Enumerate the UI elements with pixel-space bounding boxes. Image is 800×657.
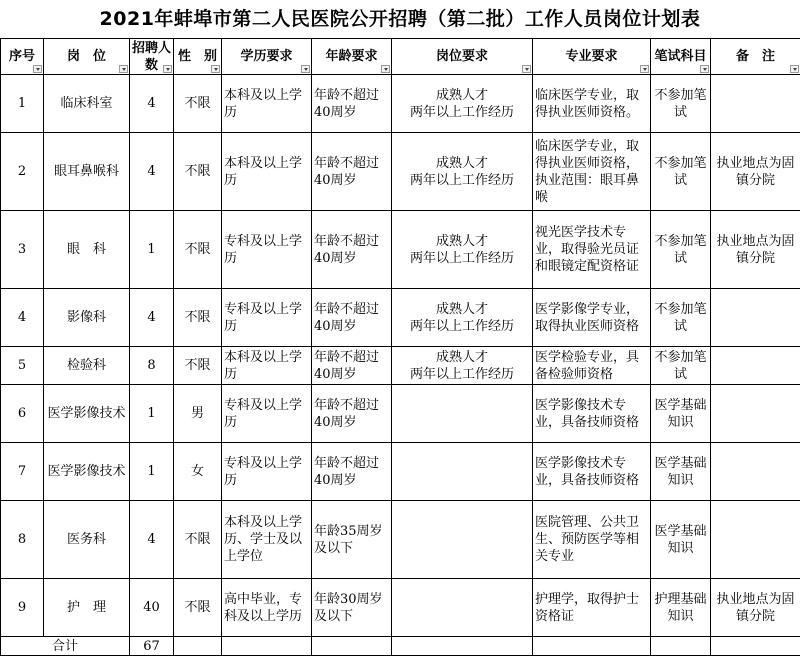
cell-education[interactable]: 本科及以上学历、学士及以上学位 (222, 501, 312, 579)
cell-post[interactable]: 眼 科 (44, 211, 130, 289)
cell-major[interactable]: 医学影像学专业，取得执业医师资格 (533, 289, 651, 347)
cell-post-req[interactable]: 成熟人才 两年以上工作经历 (392, 211, 533, 289)
cell-seq[interactable]: 7 (1, 443, 44, 501)
cell-education[interactable]: 专科及以上学历 (222, 211, 312, 289)
cell-remark[interactable]: 执业地点为固镇分院 (711, 133, 800, 211)
cell-gender[interactable]: 不限 (174, 133, 222, 211)
header-gender: 性 别 (174, 39, 222, 75)
cell-post-req[interactable]: 成熟人才 两年以上工作经历 (392, 133, 533, 211)
cell-count[interactable]: 4 (130, 133, 174, 211)
cell-major[interactable]: 临床医学专业，取得执业医师资格，执业范围：眼耳鼻喉 (533, 133, 651, 211)
table-row[interactable] (1, 385, 800, 443)
cell-remark[interactable]: 执业地点为固镇分院 (711, 211, 800, 289)
cell-seq[interactable]: 9 (1, 579, 44, 637)
header-post-req: 岗位要求 (392, 39, 533, 75)
cell-gender[interactable]: 不限 (174, 579, 222, 637)
cell-age[interactable]: 年龄不超过40周岁 (312, 211, 392, 289)
filter-dropdown-icon[interactable] (33, 65, 42, 73)
total-row[interactable] (1, 637, 800, 656)
cell-post-req[interactable] (392, 443, 533, 501)
cell-empty[interactable] (312, 637, 392, 656)
cell-remark[interactable]: 执业地点为固镇分院 (711, 579, 800, 637)
cell-education[interactable]: 本科及以上学历 (222, 75, 312, 133)
cell-major[interactable]: 医学影像技术专业，具备技师资格 (533, 385, 651, 443)
table-row[interactable] (1, 133, 800, 211)
cell-education[interactable]: 专科及以上学历 (222, 443, 312, 501)
cell-post-req[interactable]: 成熟人才 两年以上工作经历 (392, 75, 533, 133)
cell-major[interactable]: 医学检验专业，具备检验师资格 (533, 347, 651, 385)
filter-dropdown-icon[interactable] (119, 65, 128, 73)
cell-post-req[interactable]: 成熟人才 两年以上工作经历 (392, 347, 533, 385)
cell-age[interactable]: 年龄不超过40周岁 (312, 75, 392, 133)
filter-dropdown-icon[interactable] (790, 65, 799, 73)
table-row[interactable] (1, 75, 800, 133)
cell-post-req[interactable]: 成熟人才 两年以上工作经历 (392, 289, 533, 347)
table-row[interactable] (1, 443, 800, 501)
cell-empty[interactable] (222, 637, 312, 656)
cell-post[interactable]: 医学影像技术 (44, 385, 130, 443)
cell-major[interactable]: 医学影像技术专业，具备技师资格 (533, 443, 651, 501)
filter-dropdown-icon[interactable] (522, 65, 531, 73)
filter-dropdown-icon[interactable] (301, 65, 310, 73)
header-age: 年龄要求 (312, 39, 392, 75)
cell-education[interactable]: 专科及以上学历 (222, 385, 312, 443)
cell-post-req[interactable] (392, 579, 533, 637)
cell-post[interactable]: 医学影像技术 (44, 443, 130, 501)
filter-dropdown-icon[interactable] (381, 65, 390, 73)
cell-remark[interactable] (711, 385, 800, 443)
cell-seq[interactable]: 8 (1, 501, 44, 579)
filter-dropdown-icon[interactable] (163, 65, 172, 73)
cell-empty[interactable] (711, 637, 800, 656)
cell-remark[interactable] (711, 443, 800, 501)
cell-count[interactable]: 4 (130, 501, 174, 579)
cell-age[interactable]: 年龄35周岁及以下 (312, 501, 392, 579)
header-row (1, 39, 800, 75)
table-row[interactable] (1, 347, 800, 385)
page-title: 2021年蚌埠市第二人民医院公开招聘（第二批）工作人员岗位计划表 (99, 8, 701, 30)
header-major: 专业要求 (533, 39, 651, 75)
cell-seq[interactable]: 6 (1, 385, 44, 443)
cell-count[interactable]: 1 (130, 211, 174, 289)
cell-exam[interactable]: 医学基础知识 (651, 443, 711, 501)
cell-empty[interactable] (651, 637, 711, 656)
total-label[interactable]: 合计 (1, 637, 130, 656)
header-count: 招聘人数 (130, 39, 174, 75)
cell-remark[interactable] (711, 289, 800, 347)
cell-post[interactable]: 影像科 (44, 289, 130, 347)
cell-remark[interactable] (711, 75, 800, 133)
table-row[interactable] (1, 289, 800, 347)
cell-exam[interactable]: 医学基础知识 (651, 501, 711, 579)
cell-age[interactable]: 年龄不超过40周岁 (312, 133, 392, 211)
cell-seq[interactable]: 1 (1, 75, 44, 133)
cell-education[interactable]: 专科及以上学历 (222, 289, 312, 347)
cell-post[interactable]: 眼耳鼻喉科 (44, 133, 130, 211)
header-education: 学历要求 (222, 39, 312, 75)
cell-exam[interactable]: 不参加笔试 (651, 133, 711, 211)
cell-exam[interactable]: 医学基础知识 (651, 385, 711, 443)
cell-empty[interactable] (174, 637, 222, 656)
cell-age[interactable]: 年龄30周岁及以下 (312, 579, 392, 637)
cell-count[interactable]: 8 (130, 347, 174, 385)
cell-count[interactable]: 4 (130, 289, 174, 347)
filter-dropdown-icon[interactable] (640, 65, 649, 73)
cell-major[interactable]: 护理学，取得护士资格证 (533, 579, 651, 637)
table-row[interactable] (1, 579, 800, 637)
header-remark: 备 注 (711, 39, 800, 75)
filter-dropdown-icon[interactable] (700, 65, 709, 73)
cell-major[interactable]: 视光医学技术专业，取得验光员证和眼镜定配资格证 (533, 211, 651, 289)
cell-education[interactable]: 高中毕业，专科及以上学历 (222, 579, 312, 637)
cell-remark[interactable] (711, 347, 800, 385)
cell-count[interactable]: 1 (130, 385, 174, 443)
cell-post[interactable]: 检验科 (44, 347, 130, 385)
cell-post-req[interactable] (392, 501, 533, 579)
cell-post[interactable]: 医务科 (44, 501, 130, 579)
cell-gender[interactable]: 不限 (174, 75, 222, 133)
cell-age[interactable]: 年龄不超过40周岁 (312, 347, 392, 385)
cell-gender[interactable]: 男 (174, 385, 222, 443)
cell-exam[interactable]: 不参加笔试 (651, 289, 711, 347)
cell-count[interactable]: 40 (130, 579, 174, 637)
cell-gender[interactable]: 不限 (174, 501, 222, 579)
cell-age[interactable]: 年龄不超过40周岁 (312, 289, 392, 347)
cell-exam[interactable]: 不参加笔试 (651, 211, 711, 289)
cell-exam[interactable]: 不参加笔试 (651, 75, 711, 133)
cell-exam[interactable]: 护理基础知识 (651, 579, 711, 637)
cell-education[interactable]: 本科及以上学历 (222, 133, 312, 211)
table-row[interactable] (1, 501, 800, 579)
cell-major[interactable]: 临床医学专业，取得执业医师资格。 (533, 75, 651, 133)
cell-gender[interactable]: 女 (174, 443, 222, 501)
cell-seq[interactable]: 2 (1, 133, 44, 211)
cell-seq[interactable]: 3 (1, 211, 44, 289)
total-count[interactable]: 67 (130, 637, 174, 656)
header-exam: 笔试科目 (651, 39, 711, 75)
table-row[interactable] (1, 211, 800, 289)
cell-education[interactable]: 本科及以上学历 (222, 347, 312, 385)
recruitment-table (0, 38, 800, 656)
cell-gender[interactable]: 不限 (174, 289, 222, 347)
cell-age[interactable]: 年龄不超过40周岁 (312, 443, 392, 501)
header-seq: 序号 (1, 39, 44, 75)
cell-post[interactable]: 护 理 (44, 579, 130, 637)
cell-empty[interactable] (533, 637, 651, 656)
cell-empty[interactable] (392, 637, 533, 656)
cell-major[interactable]: 医院管理、公共卫生、预防医学等相关专业 (533, 501, 651, 579)
filter-dropdown-icon[interactable] (211, 65, 220, 73)
cell-age[interactable]: 年龄不超过40周岁 (312, 385, 392, 443)
header-post: 岗 位 (44, 39, 130, 75)
cell-remark[interactable] (711, 501, 800, 579)
cell-count[interactable]: 4 (130, 75, 174, 133)
cell-gender[interactable]: 不限 (174, 347, 222, 385)
cell-post-req[interactable] (392, 385, 533, 443)
cell-seq[interactable]: 4 (1, 289, 44, 347)
cell-count[interactable]: 1 (130, 443, 174, 501)
cell-gender[interactable]: 不限 (174, 211, 222, 289)
cell-exam[interactable]: 不参加笔试 (651, 347, 711, 385)
cell-seq[interactable]: 5 (1, 347, 44, 385)
cell-post[interactable]: 临床科室 (44, 75, 130, 133)
